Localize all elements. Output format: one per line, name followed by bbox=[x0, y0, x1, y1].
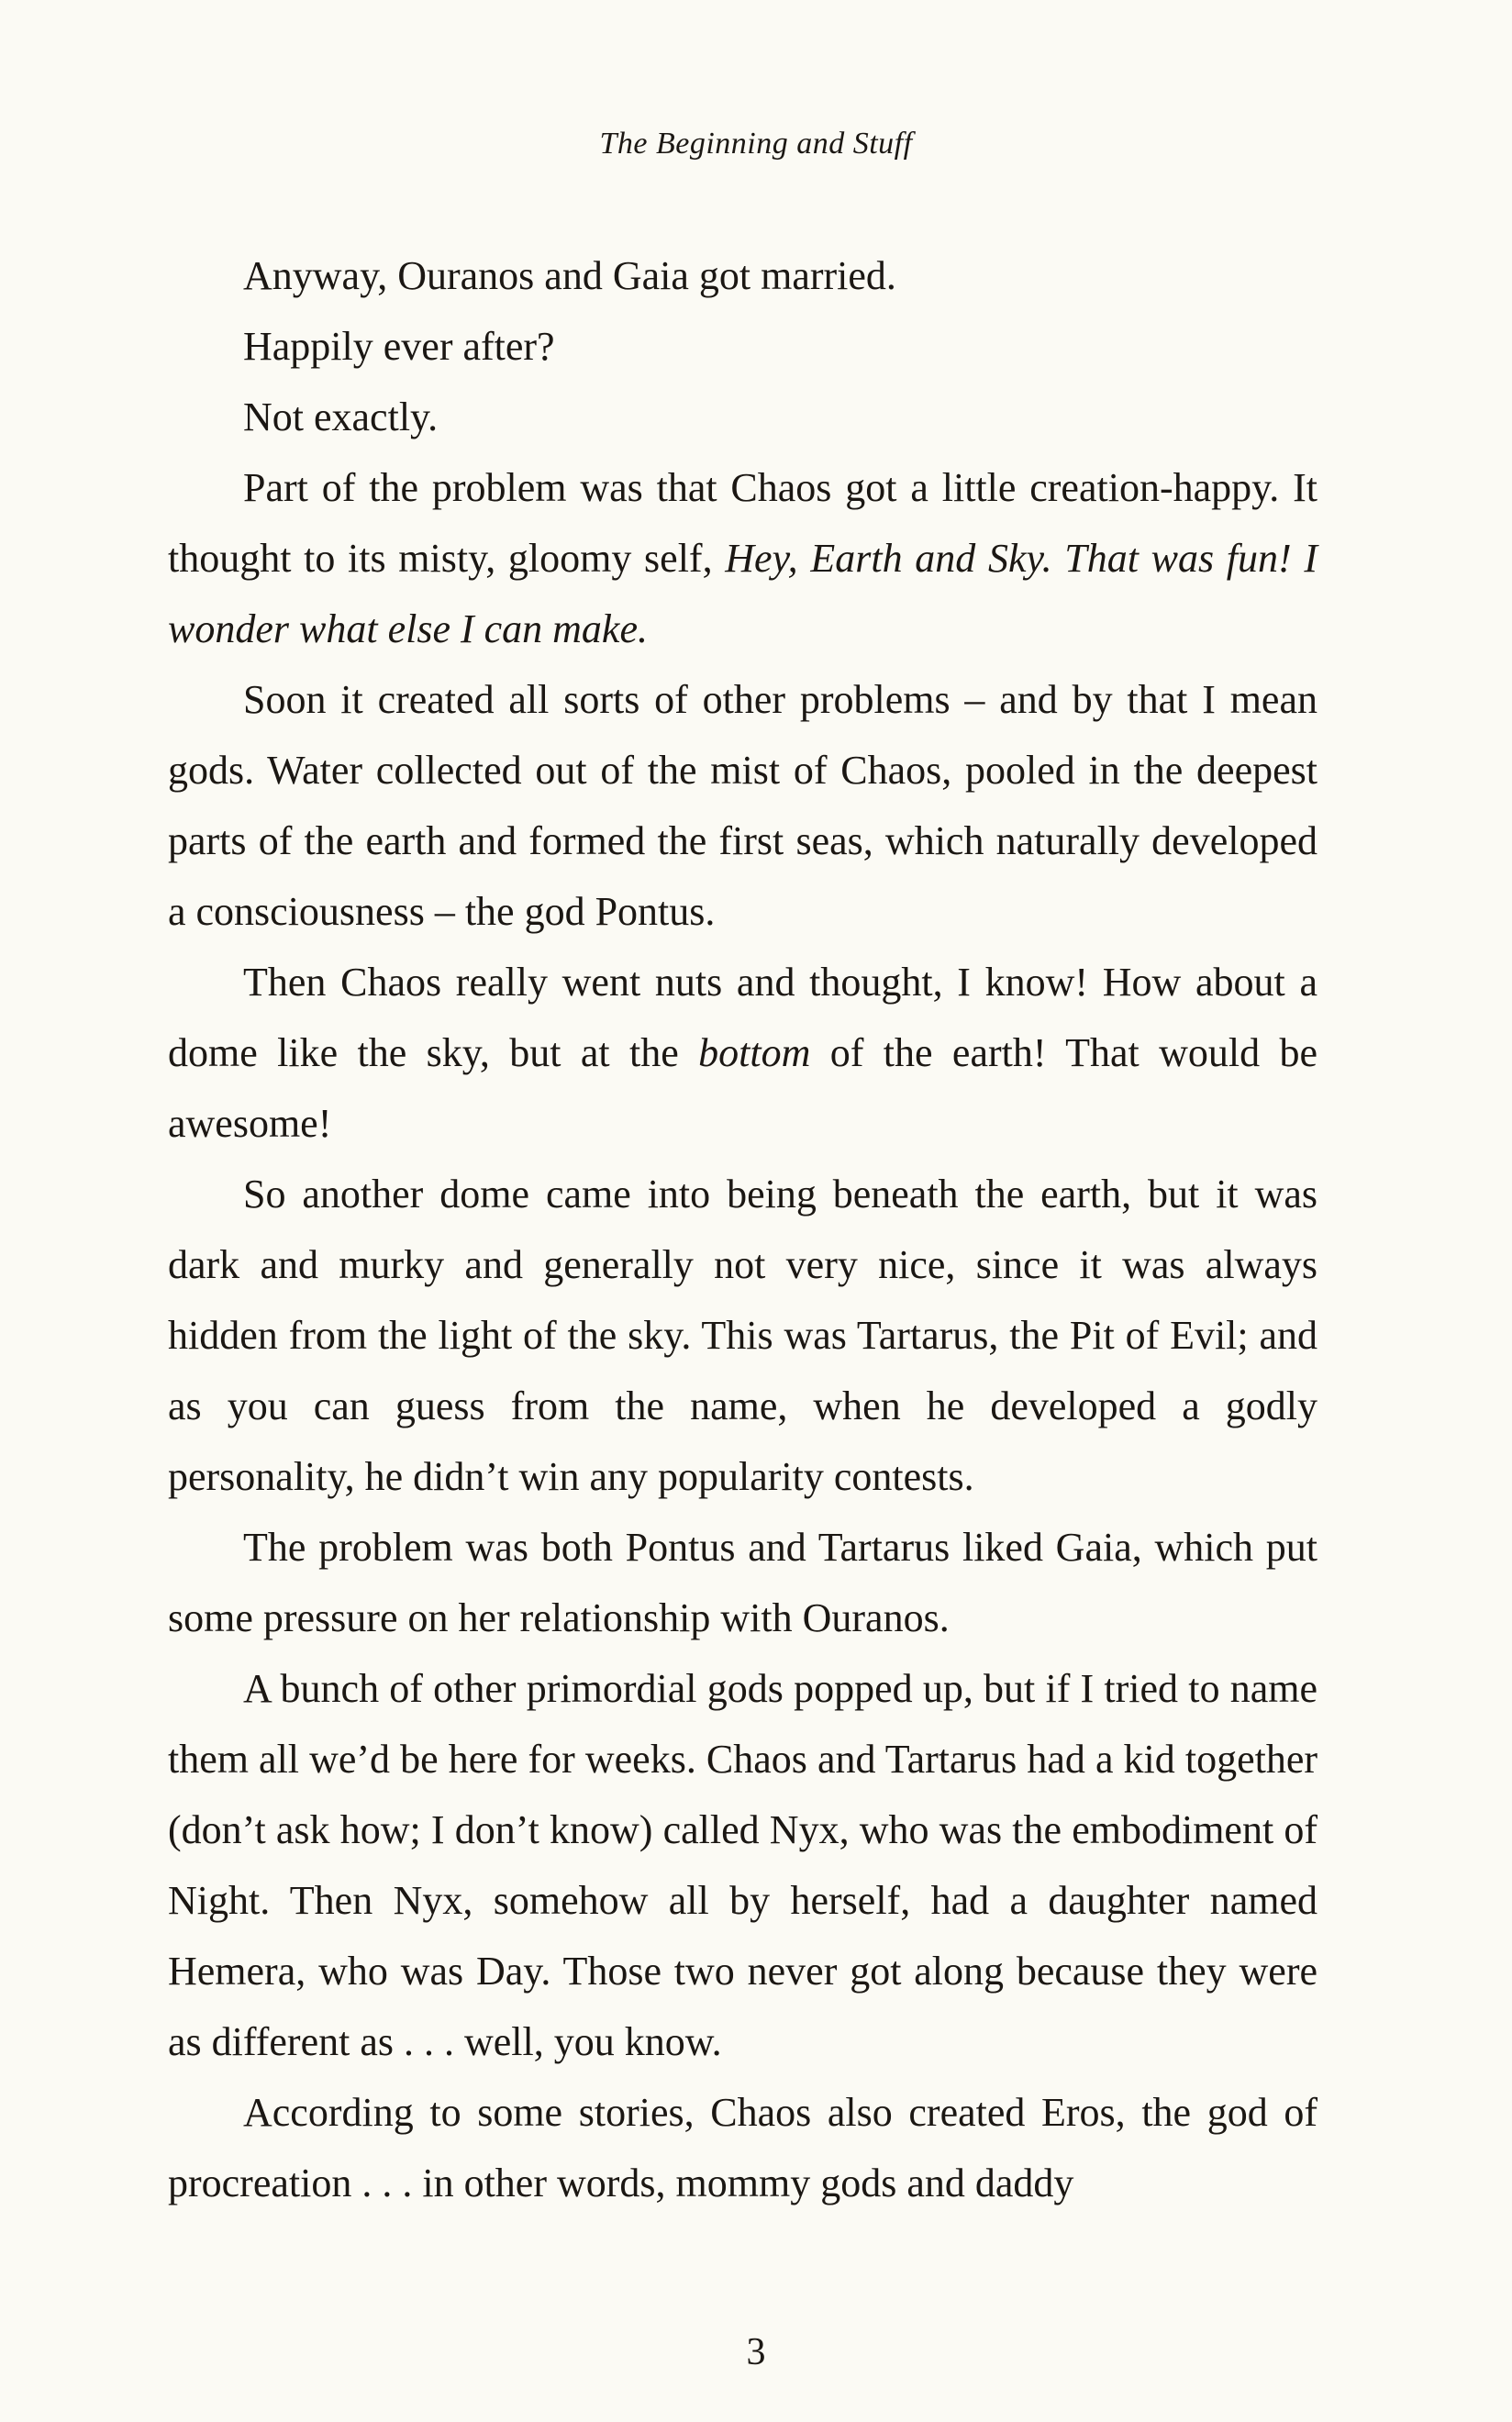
paragraph bbox=[168, 1159, 1317, 1512]
body-text bbox=[168, 240, 1317, 2218]
text-run: Anyway, Ouranos and Gaia got married. bbox=[243, 253, 896, 298]
text-run: A bunch of other primordial gods popped up, but if I tried to name them all we’d be here for weeks. Chaos and Tartarus had a kid together (don’t ask how; I don’t know) called Nyx, who was the embodiment of Night. Then Nyx, somehow all by herself, had a daughter named Hemera, who was Day. Those two never got along because they were as different as . . . well, you know. bbox=[168, 1666, 1317, 2064]
page-number: 3 bbox=[746, 2331, 766, 2373]
paragraph bbox=[168, 1653, 1317, 2077]
text-run: Soon it created all sorts of other problems – and by that I mean gods. Water collected out of the mist of Chaos, pooled in the deepest parts of the earth and formed the first seas, which naturally developed a consciousness – the god Pontus. bbox=[168, 677, 1317, 934]
text-run: of the earth! That would be awesome! bbox=[168, 1030, 1318, 1146]
text-run: So another dome came into being beneath the earth, but it was dark and murky and generally not very nice, since it was always hidden from the light of the sky. This was Tartarus, the Pit of Evil; and as you can guess from the name, when he developed a godly personality, he didn’t win any popularity contests. bbox=[168, 1172, 1317, 1499]
paragraph bbox=[168, 311, 1317, 382]
text-run: According to some stories, Chaos also created Eros, the god of procreation . . . in other words, mommy gods and daddy bbox=[168, 2090, 1317, 2205]
paragraph bbox=[168, 382, 1317, 452]
paragraph bbox=[168, 1512, 1317, 1653]
paragraph bbox=[168, 452, 1317, 664]
paragraph bbox=[168, 664, 1317, 947]
paragraph bbox=[168, 240, 1317, 311]
paragraph bbox=[168, 947, 1317, 1159]
text-run: Then Chaos really went nuts and thought, I know! How about a dome like the sky, but at the bbox=[168, 960, 1317, 1075]
italic-text-run: Hey, Earth and Sky. That was fun! I wonder what else I can make. bbox=[168, 536, 1317, 651]
italic-text-run: bottom bbox=[698, 1030, 811, 1075]
running-header: The Beginning and Stuff bbox=[599, 127, 913, 161]
text-run: The problem was both Pontus and Tartarus liked Gaia, which put some pressure on her relationship with Ouranos. bbox=[168, 1525, 1317, 1640]
text-run: Part of the problem was that Chaos got a little creation-happy. It thought to its misty, gloomy self, bbox=[168, 465, 1317, 581]
text-run: Not exactly. bbox=[243, 394, 439, 439]
text-run: Happily ever after? bbox=[243, 324, 555, 369]
paragraph bbox=[168, 2077, 1317, 2218]
